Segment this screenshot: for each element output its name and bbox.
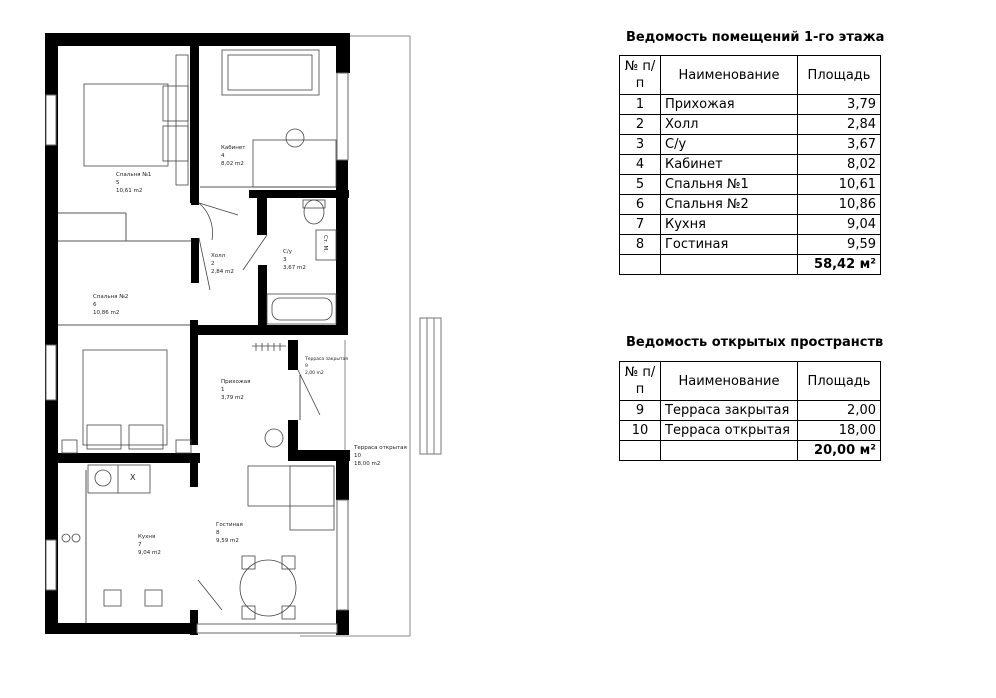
svg-text:1: 1 — [221, 387, 225, 393]
svg-text:3,67 m2: 3,67 m2 — [283, 265, 306, 271]
schedule-1-title: Ведомость помещений 1-го этажа — [626, 30, 885, 45]
svg-text:Терраса открытая: Терраса открытая — [354, 445, 407, 451]
svg-text:5: 5 — [116, 180, 120, 186]
schedule-2-table — [619, 361, 881, 461]
table-row: 6 Спальня №2 10,86 — [620, 195, 881, 215]
svg-text:Гостиная: Гостиная — [216, 522, 243, 528]
bed-1 — [84, 55, 188, 185]
svg-text:9: 9 — [305, 364, 308, 369]
walls — [45, 33, 350, 635]
bed-2 — [62, 350, 191, 453]
room-label-entry — [221, 379, 250, 401]
table-row: 10 Терраса открытая 18,00 — [620, 421, 881, 441]
svg-text:Спальня №2: Спальня №2 — [93, 294, 129, 300]
table-header-row — [620, 362, 881, 401]
room-label-closed-terrace — [304, 356, 348, 376]
living-furniture — [240, 466, 334, 619]
room-label-bedroom-1 — [116, 172, 151, 194]
svg-text:Кухня: Кухня — [138, 534, 156, 540]
table-row: 1 Прихожая 3,79 — [620, 95, 881, 115]
svg-text:4: 4 — [221, 153, 225, 159]
room-label-bathroom — [283, 249, 306, 271]
svg-text:10,61 m2: 10,61 m2 — [116, 188, 143, 194]
table-row: 2 Холл 2,84 — [620, 115, 881, 135]
schedule-2-title: Ведомость открытых пространств — [626, 335, 884, 350]
table-row: 9 Терраса закрытая 2,00 — [620, 401, 881, 421]
schedule-1-table — [619, 55, 881, 275]
svg-text:10: 10 — [354, 453, 361, 459]
svg-text:9,04 m2: 9,04 m2 — [138, 550, 161, 556]
bathroom-fixtures — [267, 200, 336, 324]
header-area: Площадь — [798, 362, 881, 401]
terrace-steps — [420, 318, 441, 454]
svg-text:8,02 m2: 8,02 m2 — [221, 161, 244, 167]
svg-text:2,00 m2: 2,00 m2 — [305, 371, 324, 376]
svg-text:Холл: Холл — [211, 253, 226, 259]
table-row: 4 Кабинет 8,02 — [620, 155, 881, 175]
room-label-study — [221, 145, 246, 167]
room-label-bedroom-2 — [93, 294, 128, 316]
svg-text:Кабинет: Кабинет — [221, 145, 246, 151]
svg-text:С/у: С/у — [283, 249, 292, 255]
table-total-row — [620, 255, 881, 275]
sink-marker: X — [130, 473, 136, 482]
toilet-marker: Ст. М. — [322, 235, 328, 253]
room-label-open-terrace — [353, 445, 407, 467]
table-total-row — [620, 441, 881, 461]
svg-text:2: 2 — [211, 261, 215, 267]
total-area: 58,42 м² — [798, 255, 881, 275]
table-row: 8 Гостиная 9,59 — [620, 235, 881, 255]
table-header-row — [620, 56, 881, 95]
svg-text:18,00 m2: 18,00 m2 — [354, 461, 381, 467]
svg-text:6: 6 — [93, 302, 97, 308]
header-name: Наименование — [661, 56, 798, 95]
svg-text:10,86 m2: 10,86 m2 — [93, 310, 120, 316]
header-num: № п/п — [620, 362, 661, 401]
total-area: 20,00 м² — [798, 441, 881, 461]
svg-text:Прихожая: Прихожая — [221, 379, 251, 385]
table-row: 7 Кухня 9,04 — [620, 215, 881, 235]
header-num: № п/п — [620, 56, 661, 95]
svg-text:2,84 m2: 2,84 m2 — [211, 269, 234, 275]
svg-text:Терраса закрытая: Терраса закрытая — [305, 357, 349, 362]
svg-text:Спальня №1: Спальня №1 — [116, 172, 152, 178]
table-row: 5 Спальня №1 10,61 — [620, 175, 881, 195]
svg-text:3,79 m2: 3,79 m2 — [221, 395, 244, 401]
header-name: Наименование — [661, 362, 798, 401]
room-label-kitchen — [138, 534, 161, 556]
svg-text:7: 7 — [138, 542, 142, 548]
svg-text:9,59 m2: 9,59 m2 — [216, 538, 239, 544]
svg-text:3: 3 — [283, 257, 287, 263]
terrace-outline — [300, 36, 410, 636]
room-label-hall — [211, 253, 234, 275]
svg-text:8: 8 — [216, 530, 220, 536]
header-area: Площадь — [798, 56, 881, 95]
room-label-living — [216, 522, 243, 544]
table-row: 3 С/у 3,67 — [620, 135, 881, 155]
entry-fixtures — [252, 343, 286, 447]
